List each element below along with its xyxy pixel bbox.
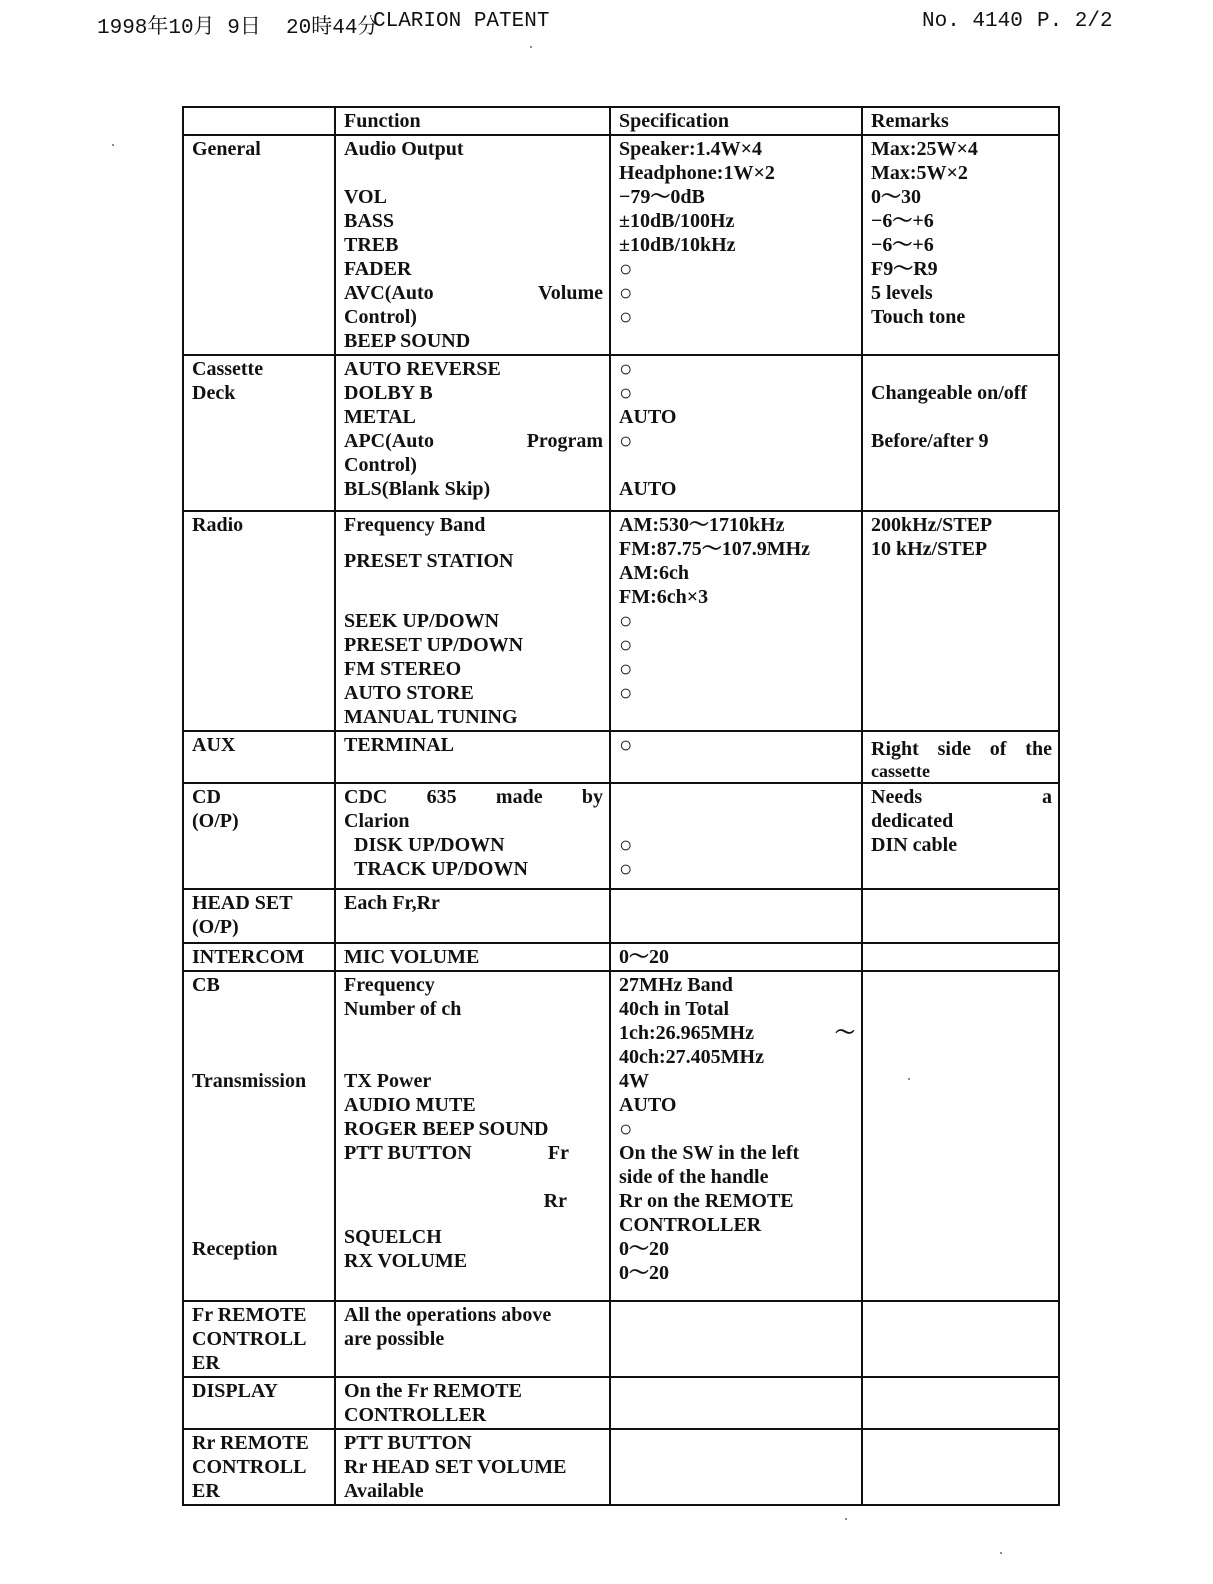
category-cell (183, 1429, 335, 1505)
category-label: General (192, 138, 261, 160)
circle-mark: ○ (619, 832, 633, 857)
function-label: Clarion (344, 810, 410, 832)
circle-mark: ○ (619, 380, 633, 405)
remark-text: 5 levels (871, 282, 933, 304)
function-cell (335, 1429, 610, 1505)
fax-header (0, 6, 1213, 46)
remark-text: −6〜+6 (871, 234, 934, 256)
function-label: SQUELCH (344, 1226, 442, 1248)
specification-cell (610, 889, 862, 943)
function-label: SEEK UP/DOWN (344, 610, 500, 632)
function-label: Number of ch (344, 998, 462, 1020)
category-label: CONTROLL (192, 1456, 307, 1478)
category-cell (183, 971, 335, 1301)
function-label: PRESET UP/DOWN (344, 634, 524, 656)
function-label: MANUAL TUNING (344, 706, 518, 728)
function-label: All the operations above (344, 1304, 552, 1326)
function-label: Control) (344, 454, 417, 476)
spec-value: 4W (619, 1070, 649, 1092)
category-cell (183, 511, 335, 731)
spec-value: 27MHz Band (619, 974, 733, 996)
circle-mark: ○ (619, 356, 633, 381)
specification-cell (610, 135, 862, 355)
spec-value: AM:530〜1710kHz (619, 514, 785, 536)
spec-value: AUTO (619, 406, 677, 428)
function-label: On the Fr REMOTE (344, 1380, 522, 1402)
spec-value: ±10dB/10kHz (619, 234, 736, 256)
category-label: HEAD SET (192, 892, 293, 914)
remark-text: F9〜R9 (871, 258, 938, 280)
category-label: AUX (192, 734, 236, 756)
function-label: PRESET STATION (344, 550, 514, 572)
function-label: Audio Output (344, 138, 464, 160)
remark-text: Touch tone (871, 306, 966, 328)
function-label: TERMINAL (344, 734, 455, 756)
function-label: Volume (538, 282, 603, 304)
function-cell (335, 943, 610, 971)
remark-text: Max:25W×4 (871, 138, 978, 160)
spec-value: AUTO (619, 478, 677, 500)
function-label: CDC (344, 786, 388, 808)
table-row-radio (183, 511, 1059, 731)
remarks-cell (862, 889, 1059, 943)
function-label: Frequency (344, 974, 435, 996)
category-label: INTERCOM (192, 946, 305, 968)
table-row-cd (183, 783, 1059, 889)
function-label: BLS(Blank Skip) (344, 478, 491, 500)
remark-text: Changeable on/off (871, 382, 1028, 404)
function-cell (335, 783, 610, 889)
circle-mark: ○ (619, 304, 633, 329)
category-label: ER (192, 1480, 220, 1502)
category-label: Fr REMOTE (192, 1304, 307, 1326)
function-label: TRACK UP/DOWN (354, 858, 528, 880)
remark-text: DIN cable (871, 834, 958, 856)
remarks-cell (862, 1301, 1059, 1377)
category-label: (O/P) (192, 810, 239, 832)
function-label: Program (526, 430, 603, 452)
circle-mark: ○ (619, 280, 633, 305)
circle-mark: ○ (619, 656, 633, 681)
table-row-cb (183, 971, 1059, 1301)
remarks-cell (862, 511, 1059, 731)
remarks-cell (862, 355, 1059, 511)
function-cell (335, 971, 610, 1301)
spec-value: ±10dB/100Hz (619, 210, 735, 232)
category-label: Deck (192, 382, 236, 404)
category-label: CONTROLL (192, 1328, 307, 1350)
category-label: DISPLAY (192, 1380, 278, 1402)
spec-value: side of the handle (619, 1166, 769, 1188)
spec-value: CONTROLLER (619, 1214, 762, 1236)
remarks-cell (862, 971, 1059, 1301)
category-cell (183, 355, 335, 511)
function-label: DISK UP/DOWN (354, 834, 505, 856)
spec-value: Rr on the REMOTE (619, 1190, 794, 1212)
specification-cell (610, 783, 862, 889)
remark-text: Right (871, 738, 919, 760)
table-row-fr-remote (183, 1301, 1059, 1377)
category-label: (O/P) (192, 916, 239, 938)
remark-text: the (1025, 738, 1052, 760)
category-cell (183, 783, 335, 889)
header-category (183, 107, 335, 135)
function-label: DOLBY B (344, 382, 433, 404)
spec-value: −79〜0dB (619, 186, 705, 208)
function-label: AUTO REVERSE (344, 358, 501, 380)
category-label: Radio (192, 514, 244, 536)
function-label: AVC(Auto (344, 282, 434, 304)
table-row-intercom (183, 943, 1059, 971)
scan-speck (530, 46, 532, 48)
remark-text: 0〜30 (871, 186, 921, 208)
specification-cell (610, 971, 862, 1301)
category-label: ER (192, 1352, 220, 1374)
function-label: RX VOLUME (344, 1250, 468, 1272)
function-label: CONTROLLER (344, 1404, 487, 1426)
header-remarks: Remarks (862, 107, 1059, 135)
category-label: Rr REMOTE (192, 1432, 309, 1454)
remarks-cell (862, 943, 1059, 971)
category-label: CD (192, 786, 221, 808)
category-label: CB (192, 974, 220, 996)
spec-value: FM:87.75〜107.9MHz (619, 538, 811, 560)
function-label: TX Power (344, 1070, 432, 1092)
specification-cell (610, 731, 862, 783)
spec-value: 1ch:26.965MHz (619, 1022, 754, 1044)
function-label: Frequency Band (344, 514, 486, 536)
function-cell (335, 1301, 610, 1377)
circle-mark: ○ (619, 608, 633, 633)
spec-value: 〜 (835, 1022, 855, 1044)
category-cell (183, 731, 335, 783)
remarks-cell (862, 135, 1059, 355)
function-cell (335, 355, 610, 511)
function-label: FM STEREO (344, 658, 462, 680)
circle-mark: ○ (619, 1116, 633, 1141)
function-label: AUDIO MUTE (344, 1094, 476, 1116)
function-cell (335, 511, 610, 731)
function-cell (335, 731, 610, 783)
remark-text: Before/after 9 (871, 430, 989, 452)
table-header-row (183, 107, 1059, 135)
category-cell (183, 1301, 335, 1377)
function-label: are possible (344, 1328, 445, 1350)
remark-text: of (989, 738, 1007, 760)
category-cell (183, 943, 335, 971)
function-label: MIC VOLUME (344, 946, 480, 968)
scan-speck (845, 1518, 847, 1520)
remark-text: side (937, 738, 971, 760)
circle-mark: ○ (619, 856, 633, 881)
function-label: by (581, 786, 603, 808)
function-label: PTT BUTTON (344, 1142, 472, 1164)
function-label: VOL (344, 186, 387, 208)
category-cell (183, 889, 335, 943)
scan-speck (908, 1078, 910, 1080)
table-row-display (183, 1377, 1059, 1429)
header-specification: Specification (610, 107, 862, 135)
remark-text: −6〜+6 (871, 210, 934, 232)
category-cell (183, 1377, 335, 1429)
function-label: Fr (547, 1142, 569, 1164)
specification-cell (610, 1429, 862, 1505)
function-label: PTT BUTTON (344, 1432, 472, 1454)
spec-table (182, 106, 1060, 1506)
fax-company: CLARION PATENT (373, 10, 550, 33)
function-label: Rr HEAD SET VOLUME (344, 1456, 567, 1478)
circle-mark: ○ (619, 428, 633, 453)
specification-cell (610, 1377, 862, 1429)
function-label: TREB (344, 234, 399, 256)
function-label: BASS (344, 210, 395, 232)
function-label: ROGER BEEP SOUND (344, 1118, 549, 1140)
function-cell (335, 1377, 610, 1429)
scan-speck (112, 144, 114, 146)
remarks-cell (862, 731, 1059, 783)
function-label: AUTO STORE (344, 682, 474, 704)
remark-text: a (1042, 786, 1052, 808)
function-label: METAL (344, 406, 416, 428)
spec-value: 40ch:27.405MHz (619, 1046, 764, 1068)
function-cell (335, 889, 610, 943)
category-cell (183, 135, 335, 355)
remark-text: Max:5W×2 (871, 162, 968, 184)
table-row-cassette (183, 355, 1059, 511)
table-row-aux (183, 731, 1059, 783)
table-row-rr-remote (183, 1429, 1059, 1505)
remarks-cell (862, 1377, 1059, 1429)
function-label: 635 (426, 786, 457, 808)
remarks-cell (862, 783, 1059, 889)
spec-value: AUTO (619, 1094, 677, 1116)
function-label: Available (344, 1480, 424, 1502)
spec-value: 0〜20 (619, 1262, 669, 1284)
spec-value: 0〜20 (619, 946, 669, 968)
remark-text: cassette (871, 761, 930, 781)
remarks-cell (862, 1429, 1059, 1505)
circle-mark: ○ (619, 732, 633, 757)
fax-date: 1998年10月 9日 20時44分 (97, 17, 379, 40)
function-label: APC(Auto (344, 430, 434, 452)
circle-mark: ○ (619, 632, 633, 657)
circle-mark: ○ (619, 256, 633, 281)
spec-value: 0〜20 (619, 1238, 669, 1260)
remark-text: dedicated (871, 810, 954, 832)
subcategory-label: Reception (192, 1238, 278, 1260)
spec-value: FM:6ch×3 (619, 586, 709, 608)
spec-value: On the SW in the left (619, 1142, 800, 1164)
spec-value: AM:6ch (619, 562, 689, 584)
spec-value: 40ch in Total (619, 998, 730, 1020)
subcategory-label: Transmission (192, 1070, 307, 1092)
remark-text: Needs (871, 786, 923, 808)
fax-number: No. 4140 (922, 10, 1023, 33)
spec-value: Headphone:1W×2 (619, 162, 775, 184)
function-label: Rr (543, 1190, 567, 1212)
specification-cell (610, 1301, 862, 1377)
function-label: made (495, 786, 543, 808)
specification-cell (610, 943, 862, 971)
spec-value: Speaker:1.4W×4 (619, 138, 763, 160)
circle-mark: ○ (619, 680, 633, 705)
function-label: BEEP SOUND (344, 330, 471, 352)
function-label: Each Fr,Rr (344, 892, 440, 914)
header-function: Function (335, 107, 610, 135)
function-label: Control) (344, 306, 417, 328)
specification-cell (610, 511, 862, 731)
function-label: FADER (344, 258, 412, 280)
remark-text: 200kHz/STEP (871, 514, 993, 536)
table-row-headset (183, 889, 1059, 943)
function-cell (335, 135, 610, 355)
category-label: Cassette (192, 358, 264, 380)
scan-speck (1000, 1552, 1002, 1554)
fax-page: P. 2/2 (1037, 10, 1113, 33)
remark-text: 10 kHz/STEP (871, 538, 988, 560)
specification-cell (610, 355, 862, 511)
table-row-general (183, 135, 1059, 355)
